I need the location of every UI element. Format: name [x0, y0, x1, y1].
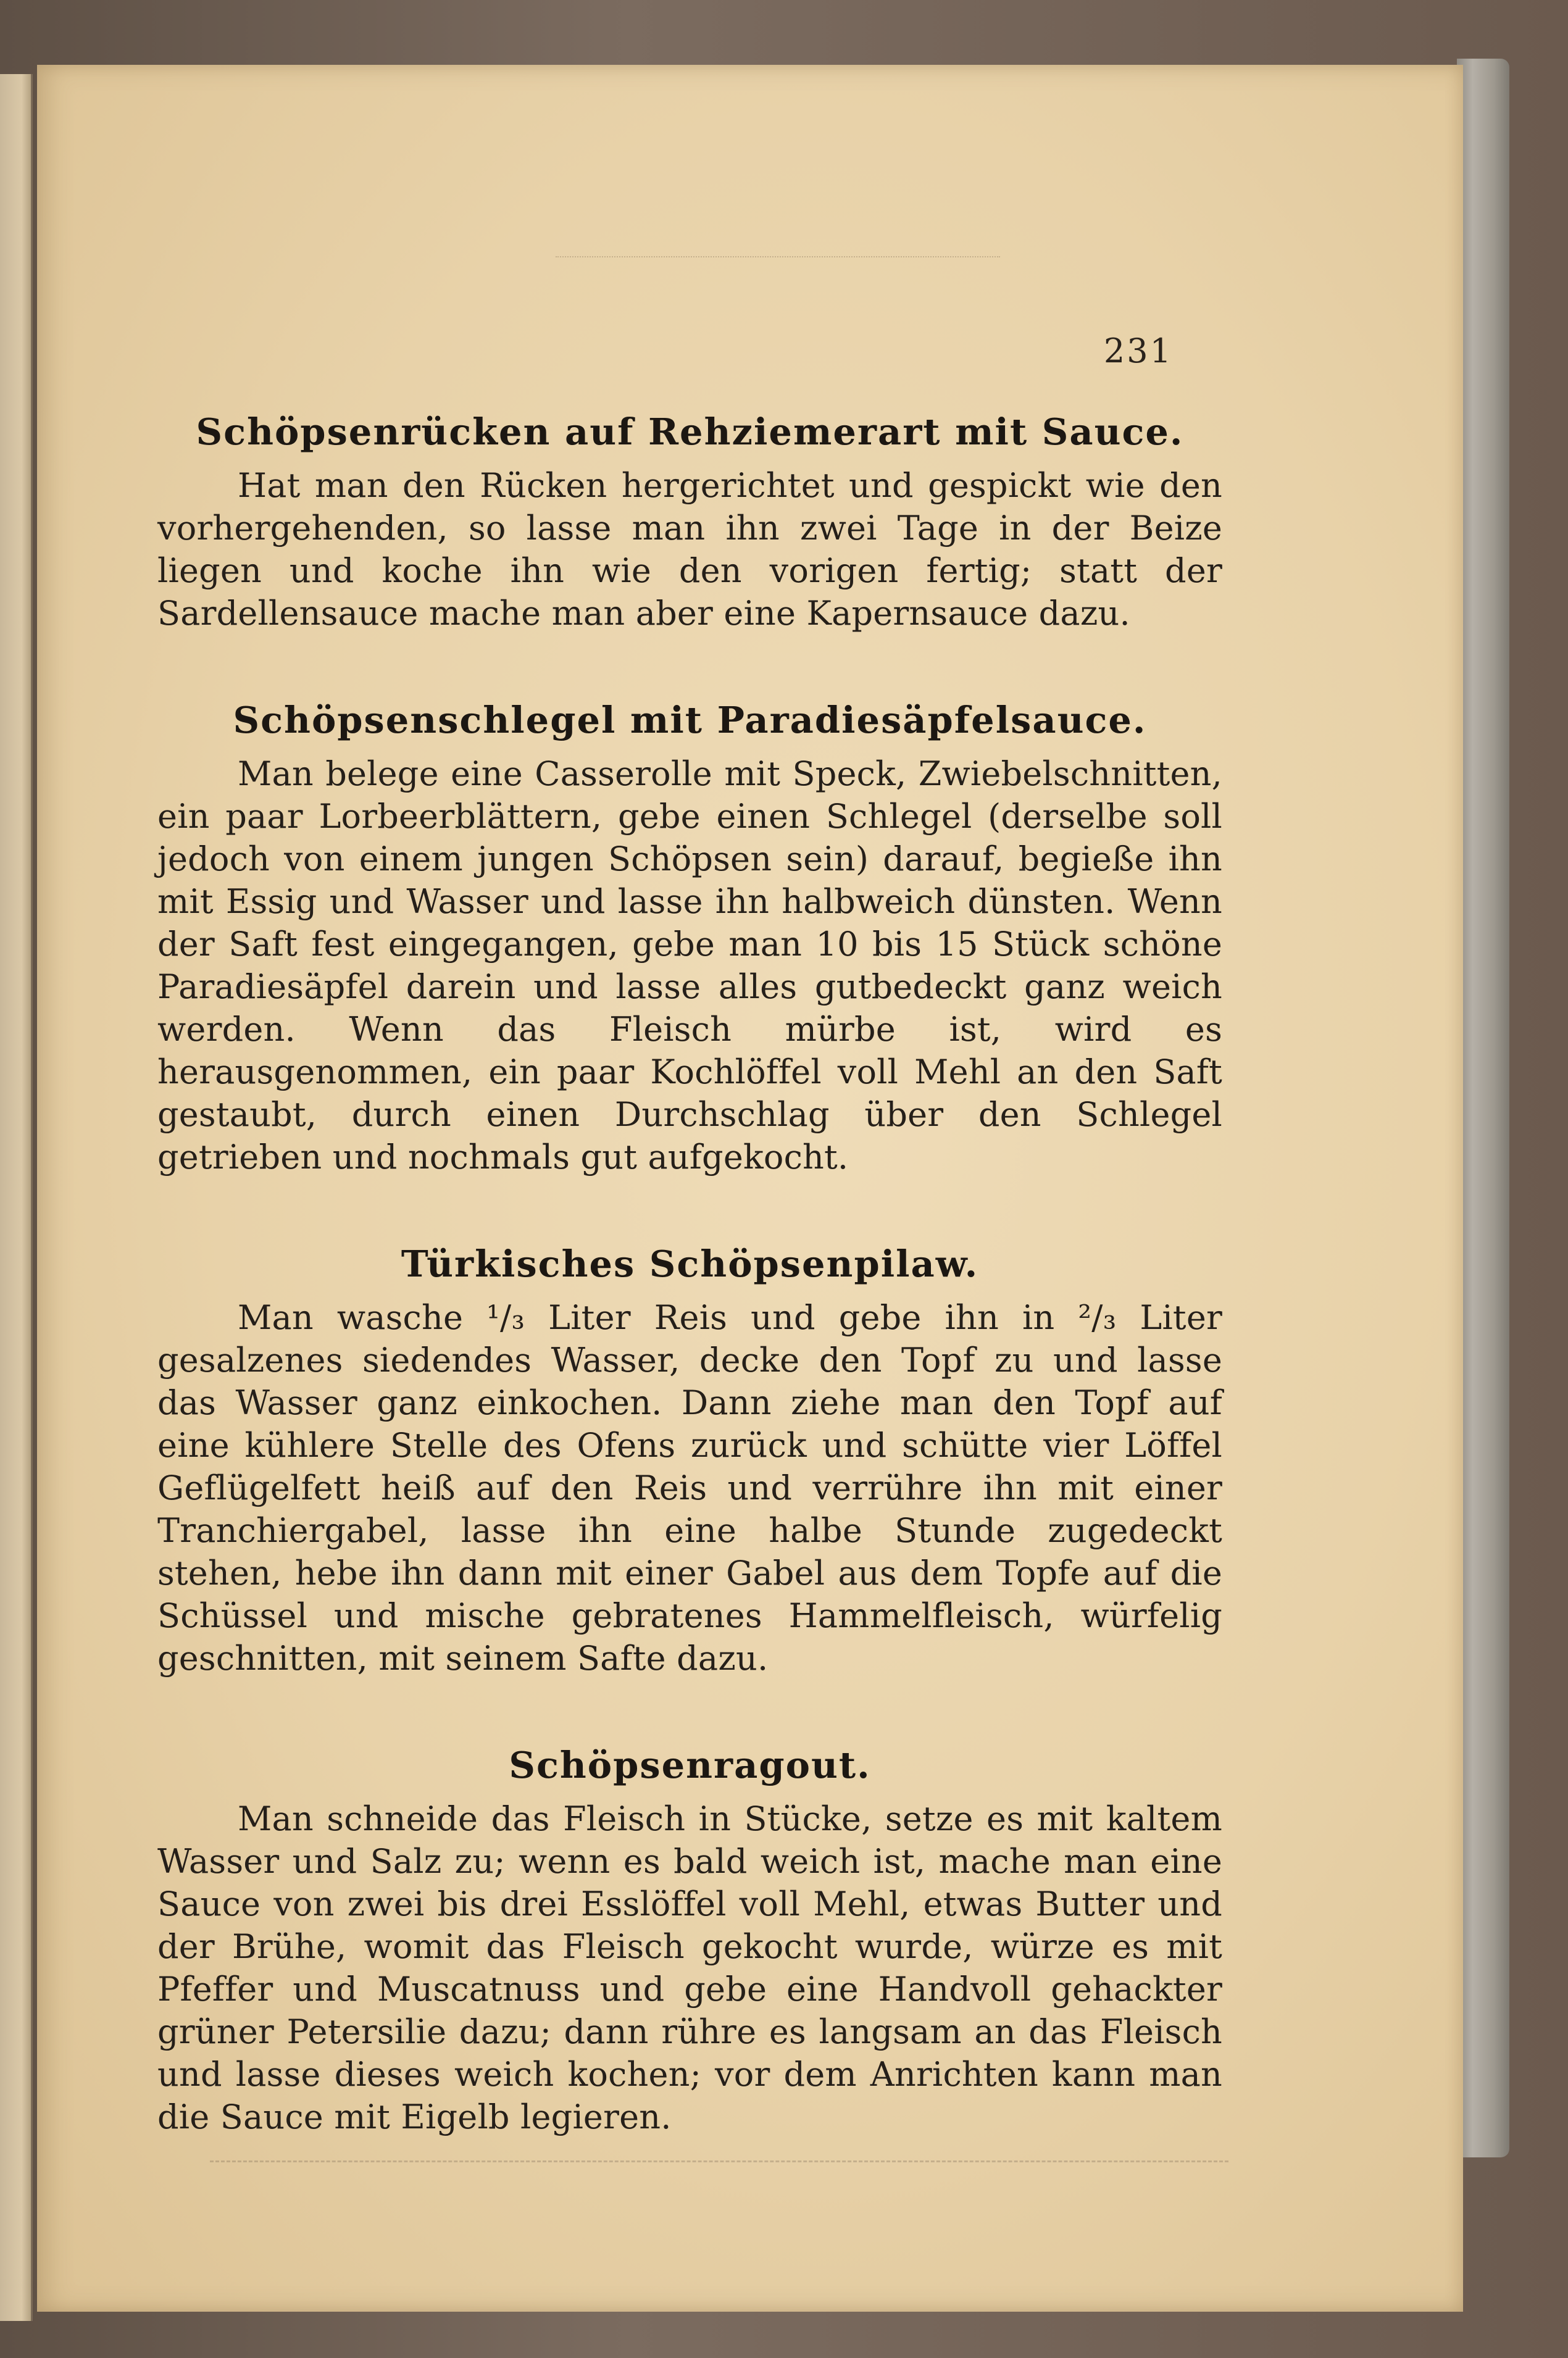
page-number: 231 — [1103, 331, 1173, 370]
bottom-rule — [210, 2160, 1228, 2162]
book-cover-edge — [1457, 59, 1509, 2157]
recipe-text: Hat man den Rücken hergerichtet und gespickt wie den vorhergehenden, so lasse man ihn zwei Tage in der Beize liegen und koche ihn wie den vorigen fertig; statt der Sardellensauce mache man aber eine Kapernsauce dazu. — [157, 466, 1222, 633]
recipe-section — [157, 407, 1222, 635]
recipe-section — [157, 696, 1222, 1178]
book-page — [37, 65, 1463, 2312]
recipe-title: Schöpsenragout. — [509, 1744, 871, 1786]
recipe-text: Man belege eine Casserolle mit Speck, Zwiebelschnitten, ein paar Lorbeerblättern, gebe einen Schlegel (derselbe soll jedoch von einem jungen Schöpsen sein) darauf, begieße ihn mit Essig und Wasser und lasse ihn halbweich dünsten. Wenn der Saft fest eingegangen, gebe man 10 bis 15 Stück schöne Paradiesäpfel darein und lasse alles gutbedeckt ganz weich werden. Wenn das Fleisch mürbe ist, wird es herausgenommen, ein paar Kochlöffel voll Mehl an den Saft gestaubt, durch einen Durchschlag über den Schlegel getrieben und nochmals gut aufgekocht. — [157, 754, 1222, 1177]
previous-page-edge — [0, 74, 33, 2321]
page-content — [157, 407, 1222, 2138]
recipe-title: Schöpsenrücken auf Rehziemerart mit Sauce. — [196, 410, 1184, 453]
recipe-title: Türkisches Schöpsenpilaw. — [401, 1243, 979, 1285]
recipe-section — [157, 1239, 1222, 1680]
top-rule — [556, 256, 1000, 257]
recipe-text: Man schneide das Fleisch in Stücke, setze es mit kaltem Wasser und Salz zu; wenn es bald weich ist, mache man eine Sauce von zwei bis drei Esslöffel voll Mehl, etwas Butter und der Brühe, womit das Fleisch gekocht wurde, würze es mit Pfeffer und Muscatnuss und gebe eine Handvoll gehackter grüner Petersilie dazu; dann rühre es langsam an das Fleisch und lasse dieses weich kochen; vor dem Anrichten kann man die Sauce mit Eigelb legieren. — [157, 1799, 1222, 2136]
recipe-section — [157, 1741, 1222, 2138]
recipe-title: Schöpsenschlegel mit Paradiesäpfelsauce. — [233, 699, 1147, 741]
recipe-text: Man wasche ¹/₃ Liter Reis und gebe ihn in ²/₃ Liter gesalzenes siedendes Wasser, decke den Topf zu und lasse das Wasser ganz einkochen. Dann ziehe man den Topf auf eine kühlere Stelle des Ofens zurück und schütte vier Löffel Geflügelfett heiß auf den Reis und verrühre ihn mit einer Tranchiergabel, lasse ihn eine halbe Stunde zugedeckt stehen, hebe ihn dann mit einer Gabel aus dem Topfe auf die Schüssel und mische gebratenes Hammelfleisch, würfelig geschnitten, mit seinem Safte dazu. — [157, 1298, 1222, 1678]
